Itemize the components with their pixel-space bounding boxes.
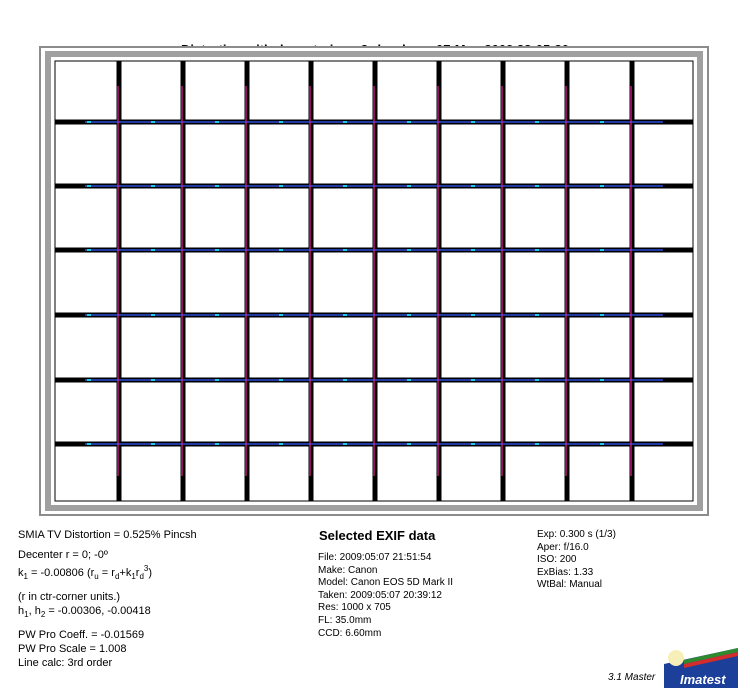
- exif-res: Res: 1000 x 705: [318, 602, 391, 614]
- exif-wtbal: WtBal: Manual: [537, 579, 603, 591]
- k1-eq: = r: [98, 567, 115, 579]
- exif-heading: Selected EXIF data: [319, 528, 436, 543]
- exif-exp: Exp: 0.300 s (1/3): [537, 529, 616, 540]
- exif-model: Model: Canon EOS 5D Mark II: [318, 577, 454, 589]
- exif-taken: Taken: 2009:05:07 20:39:12: [318, 589, 442, 601]
- logo-text: Imatest: [680, 672, 726, 687]
- k1-value: = -0.00806 (r: [27, 567, 95, 579]
- pw-pro-coeff: PW Pro Coeff. = -0.01569: [18, 629, 145, 641]
- smia-distortion: SMIA TV Distortion = 0.525% Pincsh: [18, 529, 197, 541]
- decenter-value: Decenter r = 0; -0º: [18, 549, 108, 561]
- exif-data: [318, 552, 453, 640]
- version-label: 3.1 Master: [608, 672, 656, 683]
- h-values: = -0.00306, -0.00418: [45, 605, 151, 617]
- exif-file: File: 2009:05:07 21:51:54: [318, 552, 432, 563]
- h1-symbol: h: [18, 605, 25, 617]
- k1-r: r: [135, 567, 140, 579]
- exif-ccd: CCD: 6.60mm: [318, 627, 382, 639]
- line-calc: Line calc: 3rd order: [18, 657, 113, 669]
- distortion-stats: [18, 528, 197, 670]
- k1-close: ): [148, 567, 153, 579]
- exif-fl: FL: 35.0mm: [318, 614, 372, 626]
- r-units-note: (r in ctr-corner units.): [18, 591, 121, 603]
- h-coefficients: $h_1$, $h_2 = -0.00306$, -0.00418: [18, 605, 151, 619]
- exif-exbias: ExBias: 1.33: [537, 566, 594, 578]
- exif-iso: ISO: 200: [537, 554, 577, 566]
- k1-symbol: k: [18, 567, 24, 579]
- k1-plus: +k: [119, 567, 132, 579]
- exif-aper: Aper: f/16.0: [537, 541, 589, 553]
- k1-formula: $k_1 = -0.00806$ $(r_u = r_d+k_1r_d^3)$: [18, 564, 153, 581]
- imatest-logo: [664, 638, 738, 688]
- exif-data-right: [537, 529, 616, 592]
- exif-make: Make: Canon: [318, 564, 378, 576]
- pw-pro-scale: PW Pro Scale = 1.008: [18, 643, 127, 655]
